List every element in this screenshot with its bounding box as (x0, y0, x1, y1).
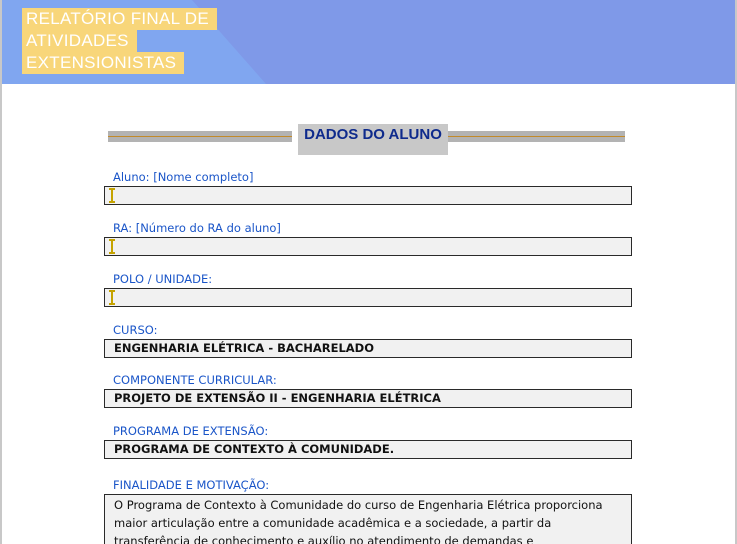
input-finalidade[interactable] (104, 494, 632, 544)
field-programa (104, 423, 632, 459)
field-curso (104, 322, 632, 358)
input-componente[interactable]: PROJETO DE EXTENSÃO II - ENGENHARIA ELÉTRICA (104, 389, 632, 408)
finalidade-line-2: maior articulação entre a comunidade acadêmica e a sociedade, a partir da (114, 516, 552, 530)
input-ra[interactable] (104, 237, 632, 256)
field-label-finalidade: FINALIDADE E MOTIVAÇÃO: (113, 478, 270, 492)
input-curso[interactable]: ENGENHARIA ELÉTRICA - BACHARELADO (104, 339, 632, 358)
field-aluno (104, 169, 632, 205)
document-title (22, 8, 217, 74)
text-cursor-icon (109, 290, 115, 305)
field-label-ra: RA: [Número do RA do aluno] (113, 221, 281, 235)
heading-rule-right (447, 131, 625, 142)
field-ra (104, 220, 632, 256)
header-banner (2, 0, 735, 84)
finalidade-line-3: transferência de conhecimento e auxílio no atendimento de demandas e (114, 534, 534, 544)
field-label-programa: PROGRAMA DE EXTENSÃO: (113, 424, 269, 438)
text-cursor-icon (109, 188, 115, 203)
title-line-3: EXTENSIONISTAS (22, 52, 184, 74)
heading-rule-left (108, 131, 292, 142)
input-aluno[interactable] (104, 186, 632, 205)
input-programa[interactable]: PROGRAMA DE CONTEXTO À COMUNIDADE. (104, 440, 632, 459)
finalidade-line-1: O Programa de Contexto à Comunidade do curso de Engenharia Elétrica proporciona (114, 498, 603, 512)
field-label-curso: CURSO: (113, 323, 158, 337)
field-polo (104, 271, 632, 307)
input-polo[interactable] (104, 288, 632, 307)
section-heading (108, 124, 626, 156)
title-line-1: RELATÓRIO FINAL DE (22, 8, 217, 30)
field-componente (104, 372, 632, 408)
title-line-2: ATIVIDADES (22, 30, 137, 52)
field-label-aluno: Aluno: [Nome completo] (113, 170, 254, 184)
section-heading-label: DADOS DO ALUNO (298, 124, 448, 155)
text-cursor-icon (109, 239, 115, 254)
field-finalidade (104, 477, 632, 544)
field-label-componente: COMPONENTE CURRICULAR: (113, 373, 277, 387)
field-label-polo: POLO / UNIDADE: (113, 272, 213, 286)
